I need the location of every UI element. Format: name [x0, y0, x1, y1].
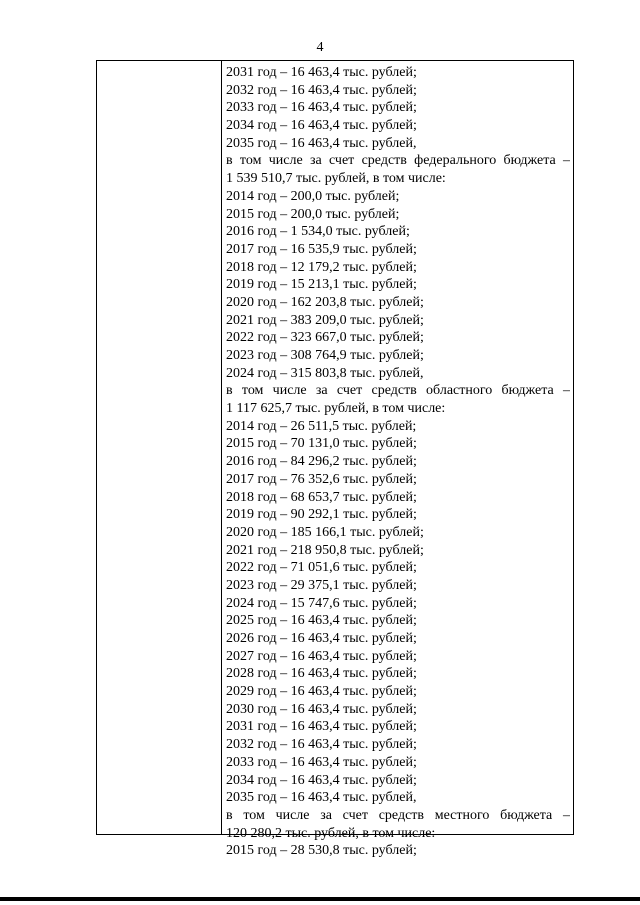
table-left-cell: [97, 61, 221, 834]
funding-line: 2015 год – 200,0 тыс. рублей;: [226, 206, 400, 222]
funding-line: 2033 год – 16 463,4 тыс. рублей;: [226, 754, 417, 770]
funding-line: 2032 год – 16 463,4 тыс. рублей;: [226, 82, 417, 98]
funding-line: 2031 год – 16 463,4 тыс. рублей;: [226, 719, 417, 735]
funding-table: [96, 60, 574, 859]
funding-line: 2035 год – 16 463,4 тыс. рублей,: [226, 135, 417, 151]
funding-line: 2035 год – 16 463,4 тыс. рублей,: [226, 790, 417, 806]
funding-line: 2024 год – 315 803,8 тыс. рублей,: [226, 365, 424, 381]
funding-line: 2020 год – 162 203,8 тыс. рублей;: [226, 294, 424, 310]
funding-line: 2031 год – 16 463,4 тыс. рублей;: [226, 65, 417, 80]
funding-line: 2023 год – 29 375,1 тыс. рублей;: [226, 577, 417, 593]
regional-budget-heading: в том числе за счет средств областного бюджета –: [226, 383, 570, 399]
funding-line: 2019 год – 15 213,1 тыс. рублей;: [226, 277, 417, 293]
funding-line: 2032 год – 16 463,4 тыс. рублей;: [226, 737, 417, 753]
federal-budget-heading: в том числе за счет средств федерального бюджета –: [226, 153, 570, 169]
funding-line: 2018 год – 12 179,2 тыс. рублей;: [226, 259, 417, 275]
local-budget-heading: в том числе за счет средств местного бюджета –: [226, 807, 570, 823]
funding-line: 2034 год – 16 463,4 тыс. рублей;: [226, 118, 417, 134]
table-column-divider: [221, 61, 222, 834]
funding-line: 2014 год – 200,0 тыс. рублей;: [226, 188, 400, 204]
funding-line: 2033 год – 16 463,4 тыс. рублей;: [226, 100, 417, 116]
funding-line: 2022 год – 323 667,0 тыс. рублей;: [226, 330, 424, 346]
funding-line: 2028 год – 16 463,4 тыс. рублей;: [226, 666, 417, 682]
funding-line: 2021 год – 218 950,8 тыс. рублей;: [226, 542, 424, 558]
page-bottom-rule: [0, 897, 640, 901]
funding-line: 2026 год – 16 463,4 тыс. рублей;: [226, 631, 417, 646]
funding-line: 2022 год – 71 051,6 тыс. рублей;: [226, 560, 417, 576]
regional-budget-total: 1 117 625,7 тыс. рублей, в том числе:: [226, 401, 446, 417]
funding-line: 2017 год – 76 352,6 тыс. рублей;: [226, 471, 417, 487]
funding-line: 2016 год – 1 534,0 тыс. рублей;: [226, 224, 410, 240]
funding-line: 2014 год – 26 511,5 тыс. рублей;: [226, 418, 417, 434]
funding-line: 2015 год – 28 530,8 тыс. рублей;: [226, 843, 417, 859]
funding-line: 2027 год – 16 463,4 тыс. рублей;: [226, 648, 417, 664]
funding-line: 2020 год – 185 166,1 тыс. рублей;: [226, 524, 424, 540]
funding-line: 2016 год – 84 296,2 тыс. рублей;: [226, 454, 417, 470]
local-budget-total: 120 280,2 тыс. рублей, в том числе:: [226, 825, 436, 841]
funding-line: 2015 год – 70 131,0 тыс. рублей;: [226, 436, 417, 452]
funding-line: 2025 год – 16 463,4 тыс. рублей;: [226, 613, 417, 629]
funding-line: 2029 год – 16 463,4 тыс. рублей;: [226, 684, 417, 700]
table-right-cell: [226, 64, 570, 860]
funding-line: 2024 год – 15 747,6 тыс. рублей;: [226, 595, 417, 611]
funding-line: 2023 год – 308 764,9 тыс. рублей;: [226, 348, 424, 363]
funding-line: 2034 год – 16 463,4 тыс. рублей;: [226, 772, 417, 788]
funding-line: 2030 год – 16 463,4 тыс. рублей;: [226, 701, 417, 717]
funding-line: 2021 год – 383 209,0 тыс. рублей;: [226, 312, 424, 328]
page-number: 4: [316, 40, 324, 55]
funding-line: 2018 год – 68 653,7 тыс. рублей;: [226, 489, 417, 505]
federal-budget-total: 1 539 510,7 тыс. рублей, в том числе:: [226, 171, 446, 187]
funding-line: 2019 год – 90 292,1 тыс. рублей;: [226, 507, 417, 523]
funding-line: 2017 год – 16 535,9 тыс. рублей;: [226, 241, 417, 257]
